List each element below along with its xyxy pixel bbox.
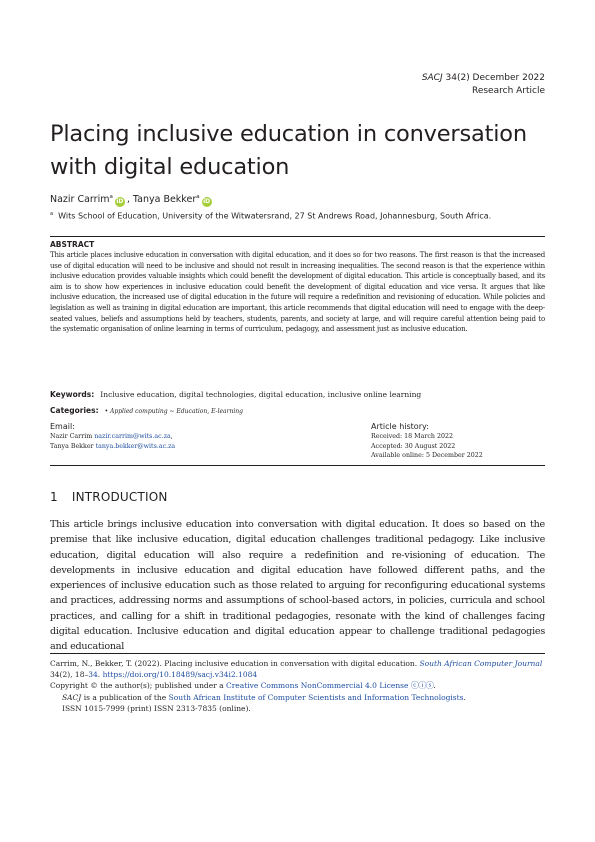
email-suffix: , [170, 433, 173, 440]
affiliation-mark: a [109, 194, 113, 200]
citation-line [50, 658, 545, 680]
journal-abbr: SACJ [421, 73, 443, 83]
section-heading [50, 489, 168, 505]
journal-issue: 34(2) December 2022 [445, 73, 545, 83]
categories [50, 405, 243, 417]
journal-header [422, 72, 545, 98]
journal-link[interactable]: South African Computer Journal [419, 659, 543, 668]
divider [50, 465, 545, 466]
categories-label: Categories: [50, 406, 99, 415]
affiliation-text: Wits School of Education, University of the Witwatersrand, 27 St Andrews Road, Johannesburg, South Africa. [58, 211, 492, 221]
author-name: Tanya Bekker [132, 194, 197, 206]
copyright-text: Copyright © the author(s); published under a [50, 681, 224, 691]
section-number: 1 [50, 490, 58, 504]
issn-line: ISSN 1015-7999 (print) ISSN 2313-7835 (online). [62, 703, 251, 713]
email-block [50, 422, 350, 451]
keywords-label: Keywords: [50, 390, 95, 399]
author-name: Nazir Carrim [50, 194, 110, 206]
section-title: INTRODUCTION [71, 490, 168, 504]
cc-license-icon[interactable]: ⓒⓘⓢ [410, 681, 434, 691]
footnote-divider [50, 653, 545, 654]
email-entry [50, 432, 350, 442]
categories-text: • Applied computing ~ Education, E-learning [104, 408, 243, 415]
received-date: Received: 18 March 2022 [371, 433, 454, 440]
doi-separator: . [97, 670, 101, 680]
affiliation [50, 209, 491, 222]
publisher-line: SACJ is a publication of the South African Institute of Computer Scientists and Information Technologists. [62, 692, 466, 702]
keywords [50, 389, 545, 400]
email-label: Email: [50, 422, 75, 431]
author-line: Nazir Carrim$^a$iD , Tanya Bekker$^a$iD [50, 194, 211, 206]
email-link[interactable]: tanya.bekker@wits.ac.za [95, 442, 176, 450]
online-date: Available online: 5 December 2022 [371, 452, 483, 459]
abstract-text: This article places inclusive education in conversation with digital education, and it does so for two reasons. The first reason is that the increased use of digital education will need to be inclusive and should not result in increasing inequalities. The second reason is that the experience within inclusive education provides valuable insights which could benefit the development of digital education. This article is conceptually based, and its aim is to show how experiences in inclusive education could benefit the development of digital education and vice versa. It argues that like inclusive education, the increased use of digital education in the future will require a redefinition and revisioning of education. While policies and legislation as well as training in digital education are important, this article recommends that digital education will need to engage with the deep-seated values, beliefs and assumptions held by teachers, students, parents, and society at large, and will require careful attention being paid to the systematic organisation of online learning in terms of curriculum, pedagogy, and assessment just as inclusive education. [50, 251, 545, 334]
doi-link[interactable]: https://doi.org/10.18489/sacj.v34i2.1084 [102, 670, 258, 680]
citation-text: Carrim, N., Bekker, T. (2022). Placing inclusive education in conversation with digital education. [50, 659, 418, 668]
orcid-icon[interactable]: iD [116, 198, 124, 206]
affiliation-mark: a [196, 194, 200, 200]
orcid-icon[interactable]: iD [203, 198, 211, 206]
history-label: Article history: [371, 422, 429, 431]
end-page-link[interactable]: 34 [88, 670, 98, 680]
copyright-line: Copyright © the author(s); published under a Creative Commons NonCommercial 4.0 License ⓒⓘⓢ. [50, 681, 436, 691]
article-title: Placing inclusive education in conversation with digital education [50, 121, 527, 180]
email-entry [50, 442, 350, 452]
abstract-heading: ABSTRACT [50, 240, 95, 249]
keywords-text: Inclusive education, digital technologies, digital education, inclusive online learning [100, 390, 422, 399]
email-author: Nazir Carrim [50, 433, 93, 440]
email-link[interactable]: nazir.carrim@wits.ac.za [94, 433, 171, 440]
email-author: Tanya Bekker [50, 442, 94, 450]
citation-footer [50, 658, 545, 714]
publisher-journal: SACJ [62, 692, 82, 702]
divider [50, 236, 545, 237]
article-type: Research Article [471, 86, 545, 96]
license-link[interactable]: Creative Commons NonCommercial 4.0 License [225, 681, 409, 691]
affiliation-mark: a [50, 211, 54, 217]
publisher-link[interactable]: South African Institute of Computer Scientists and Information Technologists [168, 692, 464, 702]
article-history [371, 422, 551, 461]
body-paragraph: This article brings inclusive education into conversation with digital education. It does so based on the premise that like inclusive education, digital education challenges traditional pedagogy. Like inclusive education, digital education will also require a redefinition and re-visioning of education. The developments in inclusive education and digital education have followed different paths, and the experiences of inclusive education such as those related to arguing for reconfiguring educational systems and practices, addressing norms and assumptions of school-based actors, in policies, curricula and school practices, and calling for a shift in traditional pedagogies, resonate with the kind of challenges facing digital education. Inclusive education and digital education appear to challenge traditional pedagogies and educational [50, 519, 545, 653]
publisher-text: is a publication of the [83, 692, 167, 702]
citation-volume: 34(2), 18– [50, 670, 89, 680]
accepted-date: Accepted: 30 August 2022 [371, 442, 456, 450]
